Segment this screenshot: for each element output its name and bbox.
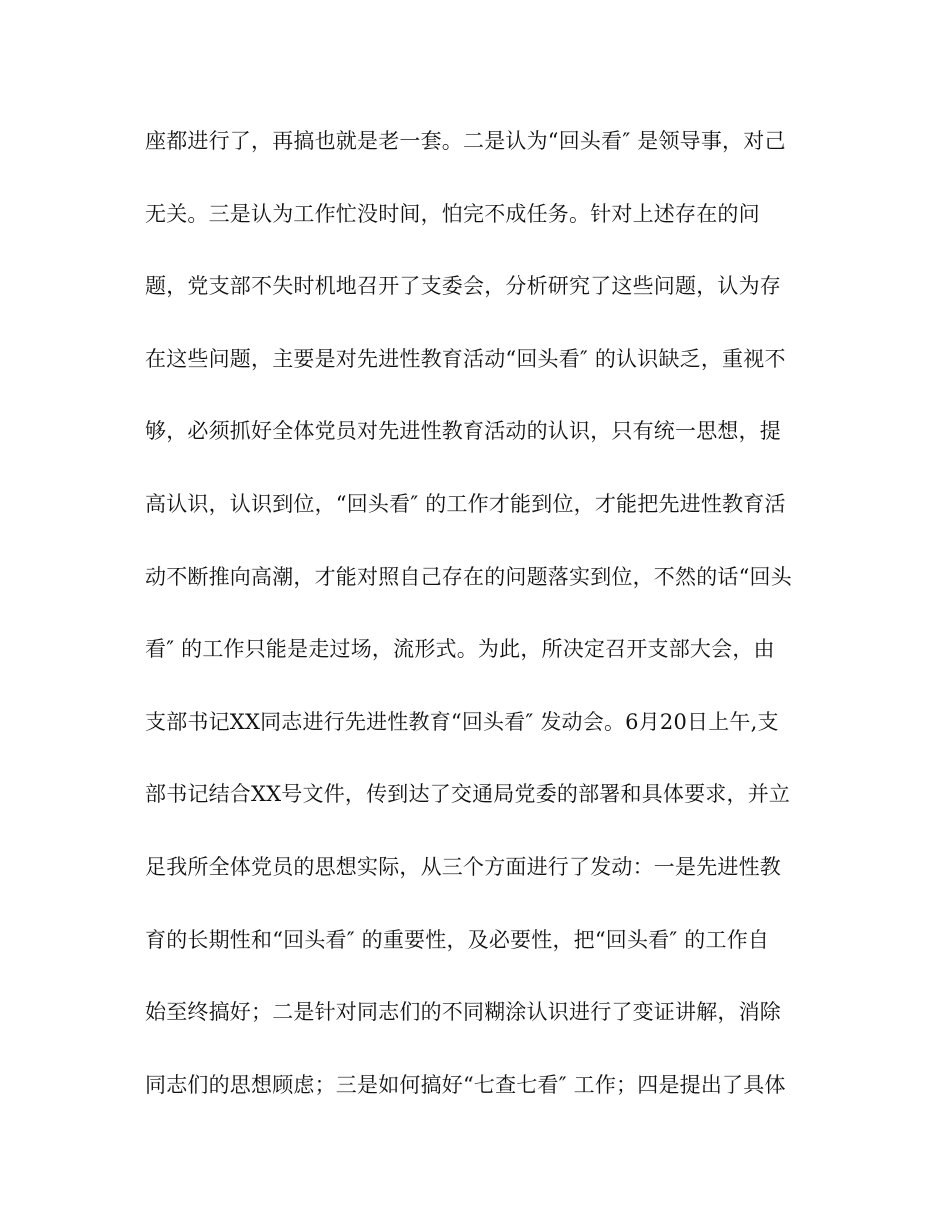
text-line: 部书记结合XX号文件，传到达了交通局党委的部署和具体要求，并立 [145,782,791,807]
text-line: 足我所全体党员的思想实际，从三个方面进行了发动：一是先进性教 [145,854,781,879]
text-line: 高认识，认识到位，“回头看″ 的工作才能到位，才能把先进性教育活 [145,491,786,516]
text-line: 育的长期性和“回头看″ 的重要性，及必要性，把“回头看″ 的工作自 [145,927,770,952]
text-line: 在这些问题，主要是对先进性教育活动“回头看″ 的认识缺乏，重视不 [145,346,786,371]
text-line: 无关。三是认为工作忙没时间，怕完不成任务。针对上述存在的问 [145,201,760,226]
body-text [145,118,815,1134]
text-line: 同志们的思想顾虑；三是如何搞好“七查七看″ 工作；四是提出了具体 [145,1072,786,1097]
text-line: 够，必须抓好全体党员对先进性教育活动的认识，只有统一思想，提 [145,419,781,444]
text-line: 题，党支部不失时机地召开了支委会，分析研究了这些问题，认为存 [145,274,781,299]
text-line: 支部书记XX同志进行先进性教育“回头看″ 发动会。6月20日上午,支 [145,709,779,734]
text-line: 始至终搞好；二是针对同志们的不同糊涂认识进行了变证讲解，消除 [145,1000,781,1025]
text-line: 动不断推向高潮，才能对照自己存在的问题落实到位，不然的话“回头 [145,564,792,589]
text-line: 座都进行了，再搞也就是老一套。二是认为“回头看″ 是领导事，对己 [145,129,786,153]
text-line: 看″ 的工作只能是走过场，流形式。为此，所决定召开支部大会，由 [145,637,775,662]
